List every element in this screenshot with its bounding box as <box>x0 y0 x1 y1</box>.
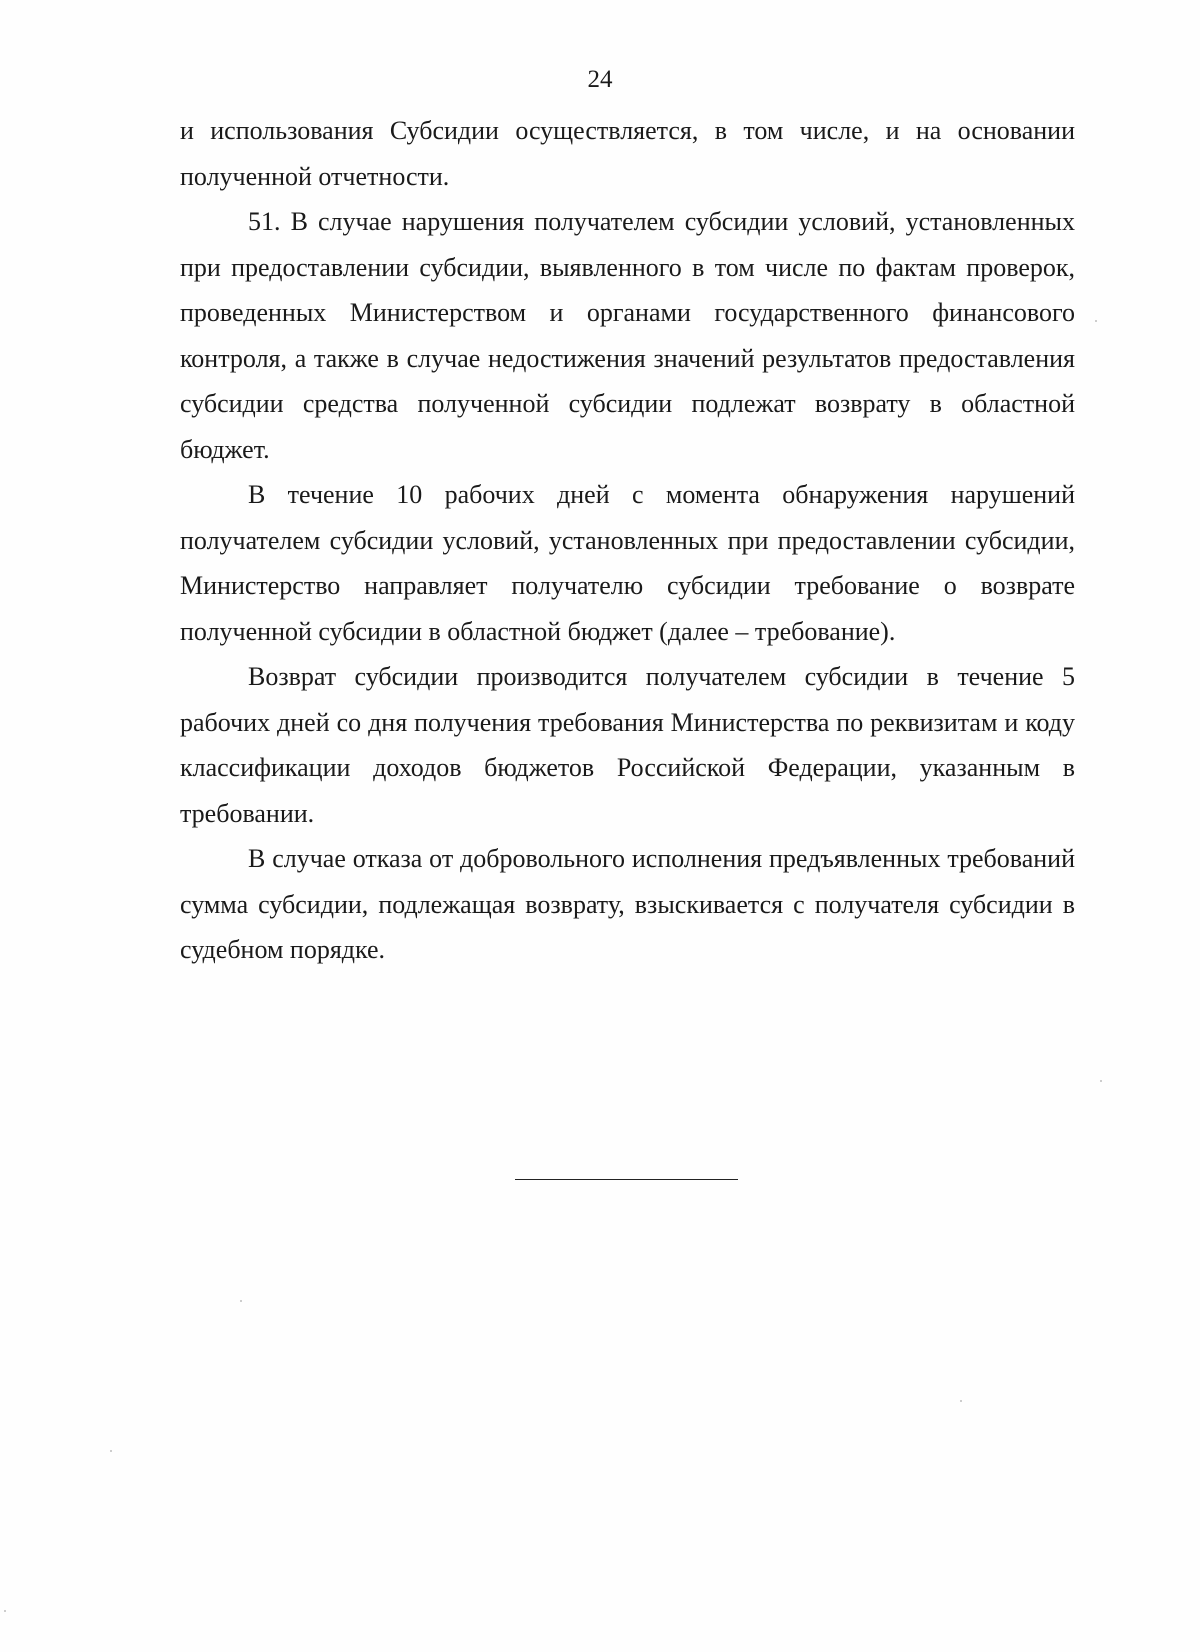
scan-speck <box>1100 1080 1102 1082</box>
scan-speck <box>240 1300 242 1302</box>
end-of-text-rule <box>515 1179 738 1180</box>
scan-speck <box>110 1450 112 1452</box>
paragraph-51: 51. В случае нарушения получателем субсидии условий, установленных при предоставлении субсидии, выявленного в том числе по фактам проверок, проведенных Министерством и органами государственного финансового контроля, а также в случае недостижения значений результатов предоставления субсидии средства полученной субсидии подлежат возврату в областной бюджет. <box>180 207 1075 464</box>
scan-speck <box>1095 320 1097 322</box>
paragraph-10-days: В течение 10 рабочих дней с момента обнаружения нарушений получателем субсидии условий, установленных при предоставлении субсидии, Министерство направляет получателю субсидии требование о возврате полученной субсидии в областной бюджет (далее – требование). <box>180 480 1075 646</box>
scan-speck <box>4 1610 6 1612</box>
scan-speck <box>960 1400 962 1402</box>
paragraph-return: Возврат субсидии производится получателем субсидии в течение 5 рабочих дней со дня получения требования Министерства по реквизитам и коду классификации доходов бюджетов Российской Федерации, указанным в требовании. <box>180 662 1075 828</box>
document-body <box>180 108 1075 973</box>
page-number: 24 <box>587 66 613 93</box>
paragraph-refusal: В случае отказа от добровольного исполнения предъявленных требований сумма субсидии, подлежащая возврату, взыскивается с получателя субсидии в судебном порядке. <box>180 844 1075 964</box>
paragraph-continuation: и использования Субсидии осуществляется, в том числе, и на основании полученной отчетности. <box>180 116 1075 191</box>
